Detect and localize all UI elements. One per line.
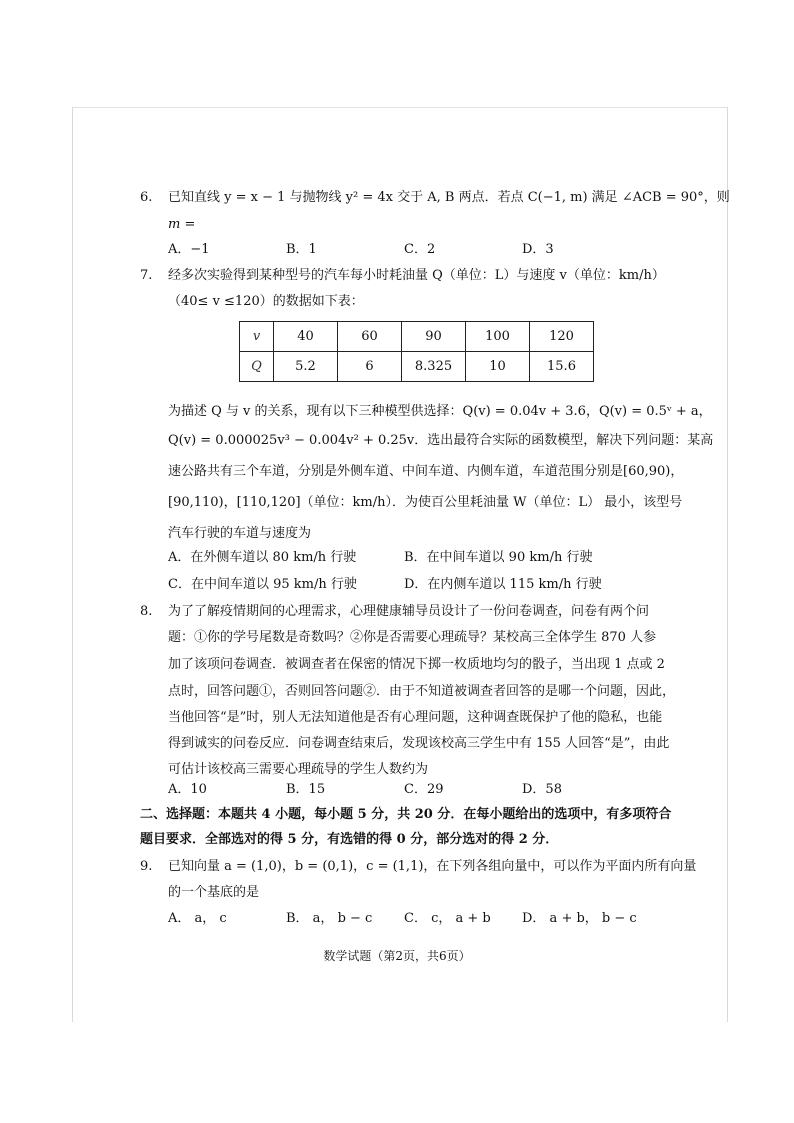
q7-paragraph-line3: 速公路共有三个车道，分别是外侧车道、中间车道、内侧车道，车道范围分别是[60,90)，: [168, 464, 684, 479]
q7-number: 7.: [140, 268, 153, 283]
table-cell: 40: [274, 322, 338, 352]
page-border-top: [72, 107, 728, 108]
table-cell: 60: [338, 322, 402, 352]
table-cell: 8.325: [402, 352, 466, 382]
q9-option-a: A． a， c: [168, 911, 227, 926]
q6-number: 6.: [140, 190, 153, 205]
table-cell: 90: [402, 322, 466, 352]
table-cell: 10: [466, 352, 530, 382]
q8-line6: 得到诚实的问卷反应．问卷调查结束后，发现该校高三学生中有 155 人回答“是”，由此: [168, 736, 670, 751]
q6-option-d: D．3: [522, 242, 554, 257]
q8-number: 8.: [140, 604, 153, 619]
q9-option-d: D． a + b， b − c: [522, 911, 637, 926]
q9-option-c: C． c， a + b: [404, 911, 491, 926]
table-cell: Q: [240, 352, 274, 382]
section-heading-line2: 题目要求．全部选对的得 5 分，有选错的得 0 分，部分选对的得 2 分．: [140, 832, 559, 847]
q6-option-b: B．1: [286, 242, 317, 257]
q7-stem-line1: 经多次实验得到某种型号的汽车每小时耗油量 Q（单位：L）与速度 v（单位：km/h）: [168, 268, 665, 283]
q8-option-b: B．15: [286, 782, 326, 797]
q8-option-d: D．58: [522, 782, 562, 797]
q7-paragraph-line5: 汽车行驶的车道与速度为: [168, 526, 312, 541]
page-border-left: [72, 107, 73, 1022]
q7-paragraph-line2: Q(v) = 0.000025v³ − 0.004v² + 0.25v．选出最符合实际的函数模型，解决下列问题：某高: [168, 433, 714, 448]
q9-option-b: B． a， b − c: [286, 911, 373, 926]
q7-option-a: A．在外侧车道以 80 km/h 行驶: [168, 550, 357, 565]
q7-paragraph-line4: [90,110)，[110,120]（单位：km/h）．为使百公里耗油量 W（单位：L） 最小，该型号: [168, 495, 683, 510]
q9-line1: 已知向量 a = (1,0)，b = (0,1)，c = (1,1)，在下列各组向量中，可以作为平面内所有向量: [168, 859, 697, 874]
q7-stem-line2: （40≤ v ≤120）的数据如下表：: [168, 294, 364, 309]
q8-option-c: C．29: [404, 782, 444, 797]
q7-paragraph-line1: 为描述 Q 与 v 的关系，现有以下三种模型供选择：Q(v) = 0.04v + 3.6，Q(v) = 0.5ᵛ + a，: [168, 404, 712, 419]
q6-stem-line1: 已知直线 y = x − 1 与抛物线 y² = 4x 交于 A, B 两点．若点 C(−1, m) 满足 ∠ACB = 90°，则: [168, 190, 730, 205]
q6-option-a: A．−1: [168, 242, 210, 257]
q8-line1: 为了了解疫情期间的心理需求，心理健康辅导员设计了一份问卷调查，问卷有两个问: [168, 604, 650, 619]
page-footer: 数学试题（第2页，共6页）: [323, 949, 471, 963]
table-cell: v: [240, 322, 274, 352]
q8-line7: 可估计该校高三需要心理疏导的学生人数约为: [168, 762, 429, 777]
q8-line4: 点时，回答问题①，否则回答问题②．由于不知道被调查者回答的是哪一个问题，因此，: [168, 684, 676, 699]
q7-option-c: C．在中间车道以 95 km/h 行驶: [168, 577, 357, 592]
q9-number: 9.: [140, 859, 153, 874]
q8-line2: 题：①你的学号尾数是奇数吗？②你是否需要心理疏导？某校高三全体学生 870 人参: [168, 630, 657, 645]
section-heading-line1: 二、选择题：本题共 4 小题，每小题 5 分，共 20 分．在每小题给出的选项中，有多项符合: [140, 807, 672, 822]
page-border-right: [727, 107, 728, 1022]
table-row: [240, 322, 594, 352]
q8-line3: 加了该项问卷调查．被调查者在保密的情况下掷一枚质地均匀的骰子，当出现 1 点或 2: [168, 657, 665, 672]
q8-option-a: A．10: [168, 782, 207, 797]
table-row: [240, 352, 594, 382]
table-cell: 6: [338, 352, 402, 382]
q6-stem-line2: m =: [168, 217, 196, 232]
table-cell: 100: [466, 322, 530, 352]
table-cell: 120: [530, 322, 594, 352]
q6-option-c: C．2: [404, 242, 436, 257]
table-cell: 15.6: [530, 352, 594, 382]
q9-line2: 的一个基底的是: [168, 885, 260, 900]
q7-option-b: B．在中间车道以 90 km/h 行驶: [404, 550, 593, 565]
q8-line5: 当他回答“是”时，别人无法知道他是否有心理问题，这种调查既保护了他的隐私，也能: [168, 710, 663, 725]
q7-data-table: [239, 321, 594, 382]
q7-option-d: D．在内侧车道以 115 km/h 行驶: [404, 577, 602, 592]
table-cell: 5.2: [274, 352, 338, 382]
